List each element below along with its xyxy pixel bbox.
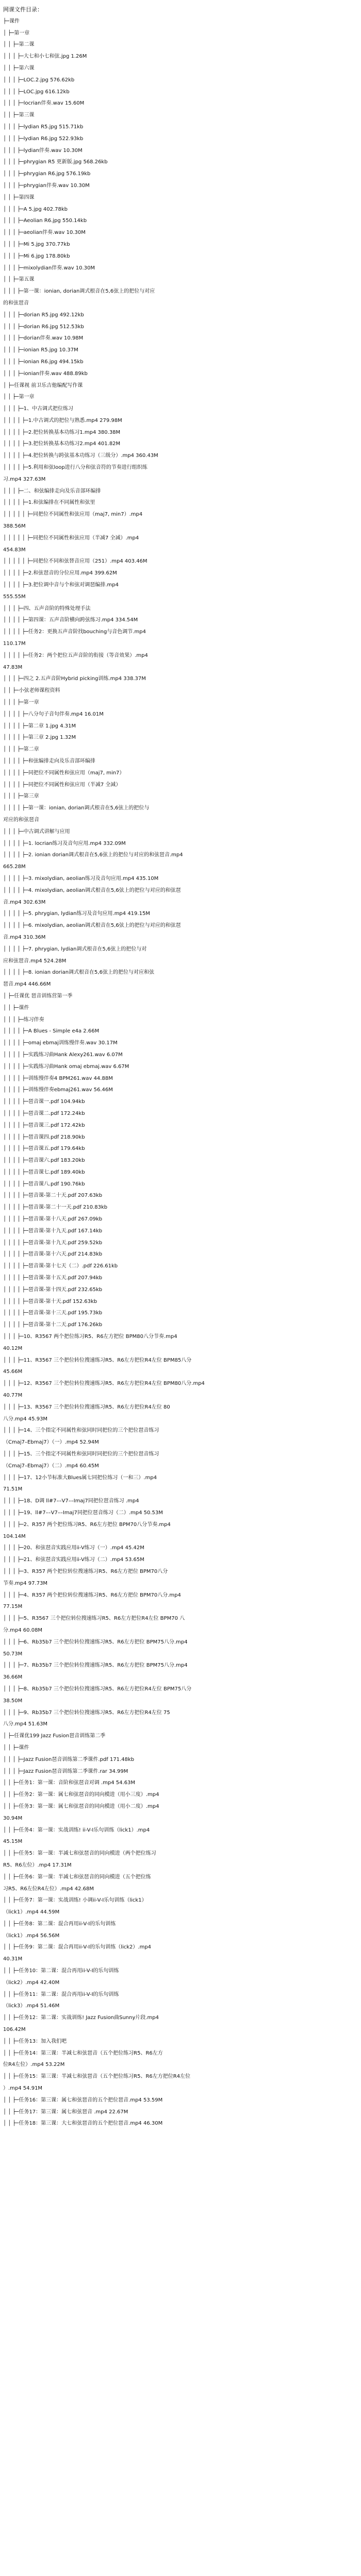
listing-line: 30.94M (3, 1815, 23, 1821)
listing-line: │ │ │ │ ├─琶音课五.pdf 179.64kb (3, 1146, 85, 1152)
listing-line: 106.42M (3, 2027, 26, 2033)
listing-line: │ │ │ ├─ionian R5.jpg 10.37M (3, 347, 78, 353)
listing-line: │ │ │ ├─第二章 (3, 747, 39, 753)
listing-line: │ │ │ ├─lydian R5.jpg 515.71kb (3, 124, 84, 130)
listing-line: │ │ │ ├─21、和弦琶音实践应用ii-V练习（二）.mp4 53.65M (3, 1557, 144, 1563)
listing-line: │ │ │ │ ├─琶音课-第十五天.pdf 207.94kb (3, 1275, 103, 1281)
listing-line: │ │ ├─任务10：第二课：混合再用ii-V-I的乐句训练 (3, 1968, 119, 1974)
listing-line: │ │ │ ├─phrygian伴奏.wav 10.30M (3, 182, 90, 189)
listing-line: 音.mp4 310.36M (3, 934, 46, 940)
listing-line: │ │ │ ├─四、五声音阶的特殊处理手法 (3, 605, 91, 612)
listing-line: │ │ │ │ ├─1. locrian练习及音句应用.mp4 332.09M (3, 840, 126, 846)
listing-line: │ │ │ ├─dorian伴奏.wav 10.98M (3, 335, 84, 342)
listing-line: │ │ │ │ ├─训练慢伴奏ebmaj261.wav 56.46M (3, 1087, 113, 1093)
listing-line: │ │ │ ├─mixolydian伴奏.wav 10.30M (3, 265, 95, 271)
listing-line: │ │ │ │ ├─琶音课二.pdf 172.24kb (3, 1110, 85, 1116)
listing-line: │ │ │ │ ├─第四课：五声音阶横向跨弦练习.mp4 334.54M (3, 617, 138, 623)
listing-line: │ │ │ │ ├─7. phrygian, lydian调式根音在5,6弦上的把位与对 (3, 946, 147, 952)
listing-line: │ │ │ ├─dorian R6.jpg 512.53kb (3, 324, 84, 330)
listing-line: 665.28M (3, 864, 26, 870)
listing-line: 40.77M (3, 1393, 23, 1399)
listing-line: 应和弦琶音.mp4 524.28M (3, 958, 67, 964)
listing-line: │ │ ├─任务8：第二课：混合再用ii-V-I的乐句训练 (3, 1921, 116, 1927)
listing-line: │ │ │ ├─中古调式讲解与应用 (3, 828, 70, 835)
listing-line: │ │ │ │ │ ├─同把位不同和弦替音应用（251）.mp4 403.46M (3, 558, 147, 565)
listing-line: │ │ │ │ ├─琶音课-第十三天.pdf 195.73kb (3, 1310, 103, 1316)
listing-line: │ │ │ ├─Mi 6.jpg 178.80kb (3, 253, 70, 259)
listing-line: │ │ │ │ │ ├─同把位不同属性和弦应用（maj7, min7）.mp4 (3, 512, 143, 518)
listing-line: 104.14M (3, 1533, 26, 1539)
listing-line: （lick2）.mp4 42.40M (3, 1979, 60, 1986)
listing-line: │ │ ├─第一章 (3, 394, 35, 400)
listing-line: （lick1）.mp4 56.56M (3, 1933, 60, 1939)
listing-line: │ │ │ ├─phrygian R5 更新版.jpg 568.26kb (3, 159, 108, 165)
listing-line: R5、R6左位）.mp4 17.31M (3, 1862, 72, 1868)
listing-line: 八分.mp4 45.93M (3, 1416, 48, 1422)
listing-line: 555.55M (3, 594, 26, 600)
listing-line: │ │ ├─任务9：第二课：混合再用ii-V-I的乐句训练（lick2）.mp4 (3, 1944, 152, 1951)
listing-line: │ │ ├─任务4：第一课：实战训练! ii-V-I乐句训练（lick1）.mp4 (3, 1827, 150, 1833)
listing-line: │ │ │ │ ├─训练慢伴奏4 BPM261.wav 44.88M (3, 1075, 113, 1081)
listing-line: │ │ │ │ ├─1.中古调式的把位与熟悉.mp4 279.98M (3, 417, 122, 423)
listing-line: │ │ │ │ ├─第二章 1.jpg 4.31M (3, 723, 76, 729)
listing-line: ├─课件 (3, 18, 20, 24)
listing-line: （lick1）.mp4 44.59M (3, 1909, 60, 1916)
listing-line: │ ├─任课优199 Jazz Fusion琶音训练第二季 (3, 1733, 106, 1739)
listing-line: │ │ │ ├─4、R357 两个把位转位搜速练习R5、R6左方把位 BPM70八分.mp4 (3, 1592, 181, 1598)
listing-line: │ │ ├─第三课 (3, 112, 35, 118)
listing-line: │ │ │ │ ├─琶音课-第二十一天.pdf 210.83kb (3, 1205, 108, 1211)
listing-line: │ │ │ │ ├─3.把位转换基本功练习2.mp4 401.82M (3, 441, 121, 447)
listing-line: │ │ │ │ ├─4. mixolydian, aeolian调式根音在5,6弦上的把位与对应的和弦琶 (3, 887, 181, 893)
listing-line: │ │ ├─第二课 (3, 42, 35, 48)
listing-line: │ │ │ ├─20、和弦琶音实践应用ii-V练习（一）.mp4 45.42M (3, 1545, 144, 1551)
listing-line: │ │ ├─任务14：第三课：半减七和弦琶音（五个把位练习R5、R6左方 (3, 2050, 163, 2056)
listing-line: │ │ │ ├─13、R3567 三个把位转位搜速练习R5、R6左方把位R4左位 80 (3, 1404, 170, 1410)
listing-line: │ │ │ │ ├─琶音课-第二十天.pdf 207.63kb (3, 1193, 103, 1199)
listing-line: │ │ ├─任务15：第三课：半减七和弦琶音（五个把位练习R5、R6左方把位R4左位 (3, 2074, 191, 2080)
listing-line: │ │ │ │ ├─3. mixolydian, aeolian练习及音句应用.mp4 435.10M (3, 875, 159, 882)
listing-line: │ │ │ │ ├─omaj ebmaj训练慢伴奏.wav 30.17M (3, 1040, 118, 1046)
listing-line: 36.66M (3, 1674, 23, 1681)
listing-line: │ │ ├─任务7：第一课：实战训练! 小调ii-V-I乐句训练（lick1） (3, 1897, 147, 1904)
listing-line: │ │ │ │ ├─5.利用和弦loop进行八分和弦音符的节奏进行组织练 (3, 465, 147, 471)
listing-line: │ │ │ ├─第一章 (3, 700, 39, 706)
listing-line: │ │ │ │ ├─2. ionian dorian调式根音在5,6弦上的把位与对应的和弦琶音.mp4 (3, 852, 183, 858)
listing-line: 习R5、R6左位R4左位）.mp4 42.68M (3, 1886, 94, 1892)
listing-line: 38.50M (3, 1698, 23, 1704)
listing-line: │ │ │ │ ├─6. mixolydian, aeolian调式根音在5,6弦上的把位与对应的和弦琶 (3, 923, 181, 929)
listing-line: │ │ │ │ ├─琶音课-第十二天.pdf 176.26kb (3, 1322, 103, 1328)
listing-line: │ │ ├─课件 (3, 1005, 29, 1011)
listing-line: │ │ │ ├─18、D调 ll#7––V7––Imaj7同把位琶音练习 .mp4 (3, 1498, 139, 1504)
listing-line: 40.12M (3, 1345, 23, 1351)
listing-line: │ │ │ ├─LOC.2.jpg 576.62kb (3, 77, 75, 83)
listing-line: │ │ │ │ ├─琶音课-第十七天（二）.pdf 226.61kb (3, 1263, 118, 1269)
listing-line: 50.73M (3, 1651, 23, 1657)
listing-line: │ │ │ ├─ionian伴奏.wav 488.89kb (3, 370, 88, 377)
listing-line: │ │ │ ├─19、ll#7––V7––Imaj7同把位琶音练习（二）.mp4 50.53M (3, 1510, 163, 1516)
listing-line: 分.mp4 60.08M (3, 1627, 43, 1633)
listing-line: │ │ │ │ ├─第三章 2.jpg 1.32M (3, 735, 76, 741)
listing-line: │ │ │ ├─3、R357 两个把位转位搜速练习R5、R6左方把位 BPM70八分 (3, 1568, 168, 1574)
listing-line: │ │ │ │ ├─琶音课三.pdf 172.42kb (3, 1122, 85, 1128)
listing-line: │ │ │ ├─A 5.jpg 402.78kb (3, 206, 68, 212)
listing-line: │ │ │ ├─练习伴奏 (3, 1016, 44, 1023)
listing-line: │ │ │ ├─9、Rb35b7 三个把位转位搜速练习R5、R6左方把位R4左位 75 (3, 1709, 170, 1716)
listing-line: 节奏.mp4 97.73M (3, 1580, 48, 1586)
listing-line: │ │ │ ├─第三章 (3, 793, 39, 800)
listing-line: │ │ ├─第四课 (3, 194, 35, 200)
listing-line: │ │ ├─任务17：第三课：属七和弦琶音 .mp4 22.67M (3, 2109, 128, 2115)
listing-title: 网课文件目录： (3, 6, 43, 13)
listing-line: │ │ │ ├─15、三个指定不同属性和弦同时同把位的三个把位琶音练习 (3, 1451, 159, 1458)
listing-line: │ │ ├─任务1：第一课：音阶和弦琶音对调 .mp4 54.63M (3, 1780, 136, 1786)
listing-line: │ │ │ │ ├─琶音课-第十九天.pdf 259.52kb (3, 1240, 103, 1246)
listing-line: 对应的和弦琶音 (3, 817, 39, 823)
listing-line: │ │ │ ├─2、R357 两个把位练习R5、R6左方把位 BPM70八分节奏.mp4 (3, 1521, 171, 1528)
listing-line: │ │ │ ├─lydian伴奏.wav 10.30M (3, 147, 83, 154)
listing-line: │ ├─任课视 前卫乐吉他编配写作课 (3, 382, 83, 388)
listing-line: │ │ │ ├─phrygian R6.jpg 576.19kb (3, 171, 91, 177)
listing-line: 71.51M (3, 1486, 23, 1493)
listing-line: │ │ │ │ ├─琶音课-第十天.pdf 152.63kb (3, 1298, 97, 1304)
listing-line: │ │ │ ├─aeolian伴奏.wav 10.30M (3, 230, 86, 236)
listing-line: │ │ │ │ ├─琶音课-第十九天.pdf 167.14kb (3, 1228, 103, 1234)
listing-line: （Cmaj7–Ebmaj7）（一）.mp4 52.94M (3, 1439, 99, 1446)
listing-line: │ │ ├─任务5：第一课：半减七和弦琶音的同向模进（两个把位练习 (3, 1851, 156, 1857)
listing-line: 琶音.mp4 446.66M (3, 981, 51, 988)
listing-line: 习.mp4 327.63M (3, 476, 46, 482)
listing-line: │ │ │ │ ├─琶音课-第十四天.pdf 232.65kb (3, 1286, 103, 1293)
listing-line: │ │ │ ├─第一课：ionian, dorian调式根音在5,6弦上的把位与对应 (3, 289, 155, 295)
listing-line: │ │ │ │ ├─琶音课-第十八天.pdf 267.09kb (3, 1216, 103, 1223)
listing-line: │ │ ├─任务11：第二课：混合再用ii-V-I的乐句训练 (3, 1991, 119, 1997)
listing-line: │ │ │ ├─Mi 5.jpg 370.77kb (3, 241, 70, 247)
listing-line: │ │ ├─课件 (3, 1744, 29, 1751)
listing-line: │ │ │ │ ├─琶音课六.pdf 183.20kb (3, 1158, 85, 1164)
listing-line: │ │ ├─任务12：第二课：实战训练! Jazz Fusion曲Sunny片段.mp4 (3, 2015, 159, 2021)
listing-line: │ │ │ │ ├─2.和弦琶音的分位应用.mp4 399.62M (3, 570, 117, 577)
listing-line: │ │ │ ├─大七和小七和弦.jpg 1.26M (3, 54, 87, 60)
listing-line: │ │ ├─第五课 (3, 277, 35, 283)
listing-line: │ │ │ ├─12、R3567 三个把位转位搜速练习R5、R6左方把位R4左位 BPM80八分.mp4 (3, 1381, 205, 1387)
listing-line: │ │ │ │ ├─琶音课八.pdf 190.76kb (3, 1181, 85, 1187)
listing-line: │ │ │ │ ├─琶音课七.pdf 189.40kb (3, 1169, 85, 1175)
listing-line: │ │ │ │ ├─琶音课-第十六天.pdf 214.83kb (3, 1251, 103, 1258)
listing-line: │ │ │ │ ├─4.把位转换与跨弦基本功练习（三级分）.mp4 360.43M (3, 453, 158, 459)
listing-line: │ │ │ │ ├─琶音课四.pdf 218.90kb (3, 1134, 85, 1140)
listing-line: │ │ │ │ ├─同把位不同属性和弦应用（maj7, min7） (3, 770, 125, 776)
listing-line: │ ├─任课优 琶音训练营第一季 (3, 993, 73, 999)
listing-line: │ │ │ │ ├─琶音课一.pdf 104.94kb (3, 1099, 85, 1105)
listing-line: （lick3）.mp4 51.46M (3, 2003, 60, 2009)
listing-line: │ ├─第一章 (3, 30, 30, 36)
listing-line: │ │ ├─第六课 (3, 65, 35, 71)
listing-line: │ │ │ ├─dorian R5.jpg 492.12kb (3, 312, 84, 318)
listing-line: │ │ │ ├─二、和弦编排走向及乐音部环编排 (3, 488, 101, 494)
listing-line: 八分.mp4 51.63M (3, 1721, 48, 1727)
listing-line: │ │ │ ├─四之 2.五声音阶Hybrid picking训练.mp4 338.37M (3, 676, 146, 682)
listing-line: │ │ │ ├─Jazz Fusion琶音训练第二季课件.pdf 171.48kb (3, 1756, 135, 1762)
listing-line: │ │ │ ├─8、Rb35b7 三个把位转位搜速练习R5、R6左方把位R4左位 BPM75八分 (3, 1686, 192, 1692)
listing-line: │ │ │ │ ├─实践练习曲Hank Alexy261.wav 6.07M (3, 1052, 123, 1058)
listing-line: 的和弦琶音 (3, 300, 29, 306)
listing-line: │ │ │ │ │ ├─同把位不同属性和弦应用（半减7 全减）.mp4 (3, 535, 139, 541)
listing-line: ）.mp4 54.91M (3, 2086, 43, 2092)
listing-line: │ │ │ ├─14、三个指定不同属性和弦同时同把位的三个把位琶音练习 (3, 1428, 159, 1434)
listing-line: │ │ │ │ ├─任务2：更换五声音阶找bouching与音色调节.mp4 (3, 629, 146, 635)
listing-line: 77.15M (3, 1604, 23, 1610)
listing-line: │ │ │ ├─6、Rb35b7 三个把位转位搜速练习R5、R6左方把位 BPM75八分.mp4 (3, 1639, 188, 1645)
listing-line: │ │ ├─任务2：第一课：属七和弦琶音的同向模进（用小三度）.mp4 (3, 1792, 159, 1798)
listing-line: │ │ │ ├─lydian R6.jpg 522.93kb (3, 135, 84, 142)
listing-line: │ │ │ │ ├─八分句子音句伴奏.mp4 16.01M (3, 711, 104, 717)
listing-line: （Cmaj7–Ebmaj7）（二）.mp4 60.45M (3, 1463, 99, 1469)
listing-line: │ │ │ │ ├─8. ionian dorian调式根音在5,6弦上的把位与对应和弦 (3, 970, 154, 976)
listing-line: │ │ │ │ ├─和弦编排走向及乐音部环编排 (3, 758, 95, 764)
listing-line: │ │ ├─任务6：第一课：半减七和弦琶音的同向模进（五个把位练 (3, 1874, 151, 1880)
listing-line: │ │ │ │ ├─实践练习曲Hank omaj ebmaj.wav 6.67M (3, 1063, 129, 1070)
listing-line: 音.mp4 302.63M (3, 899, 46, 905)
listing-line: 388.56M (3, 523, 26, 530)
listing-line: │ │ │ │ ├─5. phrygian, lydian练习及音句应用.mp4 419.15M (3, 911, 150, 917)
listing-line: │ │ │ ├─LOC.jpg 616.12kb (3, 89, 70, 95)
listing-line: │ │ │ │ ├─任务2：两个把位五声音阶的衔接（等音效果）.mp4 (3, 652, 148, 658)
listing-line: 110.17M (3, 641, 26, 647)
listing-line: │ │ │ ├─11、R3567 三个把位转位搜速练习R5、R6左方把位R4左位 BPM85八分 (3, 1357, 192, 1363)
listing-line: │ │ │ │ ├─3.把位调中音与个和弦对调琶编排.mp4 (3, 582, 119, 588)
listing-line: │ │ │ │ ├─A Blues - Simple e4a 2.66M (3, 1028, 100, 1035)
listing-line: │ │ │ ├─10、R3567 两个把位练习R5、R6左方把位 BPM80八分节奏.mp4 (3, 1334, 177, 1340)
listing-line: 47.83M (3, 664, 23, 670)
listing-line: │ │ │ ├─5、R3567 三个把位转位搜速练习R5、R6左方把位R4左位 BPM70 八 (3, 1616, 185, 1622)
listing-line: │ │ │ ├─1、中古调式把位练习 (3, 406, 74, 412)
listing-line: 45.66M (3, 1369, 23, 1375)
listing-line: │ │ ├─小弦老师课程资料 (3, 688, 60, 694)
listing-line: 40.31M (3, 1956, 23, 1962)
listing-line: │ │ ├─任务3：第一课：属七和弦琶音的同向模进（用小二度）.mp4 (3, 1803, 159, 1809)
listing-line: │ │ │ ├─Aeolian R6.jpg 550.14kb (3, 218, 87, 224)
listing-line: │ │ │ │ ├─同把位不同属性和弦应用（半减7 全减） (3, 782, 121, 788)
listing-line: │ │ │ ├─Jazz Fusion琶音训练第二季课件.rar 34.99M (3, 1768, 128, 1774)
listing-line: │ │ │ ├─locrian伴奏.wav 15.60M (3, 100, 85, 107)
listing-line: │ │ │ ├─17、12小节标准大Blues属七同把位练习（一和三）.mp4 (3, 1475, 157, 1481)
listing-line: 454.83M (3, 547, 26, 553)
listing-line: │ │ │ ├─7、Rb35b7 三个把位转位搜速练习R5、R6左方把位 BPM75八分.mp4 (3, 1663, 188, 1669)
listing-line: │ │ │ │ ├─2.把位转换基本功练习1.mp4 380.38M (3, 429, 121, 435)
listing-line: │ │ │ │ ├─第一课：ionian, dorian调式根音在5,6弦上的把位与 (3, 805, 150, 811)
listing-line: │ │ ├─任务16：第三课：属七和弦琶音的五个把位琶音.mp4 53.59M (3, 2097, 163, 2103)
listing-line: │ │ ├─任务18：第三课：大七和弦琶音的五个把位琶音.mp4 46.30M (3, 2121, 163, 2127)
listing-line: 位R4左位）.mp4 53.22M (3, 2062, 65, 2068)
listing-line: │ │ ├─任务13：加入我们吧 (3, 2038, 67, 2044)
listing-line: 45.15M (3, 1839, 23, 1845)
listing-line: │ │ │ │ ├─1.和弦编排在不同属性和弦里 (3, 500, 95, 506)
listing-line: │ │ │ ├─ionian R6.jpg 494.15kb (3, 359, 84, 365)
